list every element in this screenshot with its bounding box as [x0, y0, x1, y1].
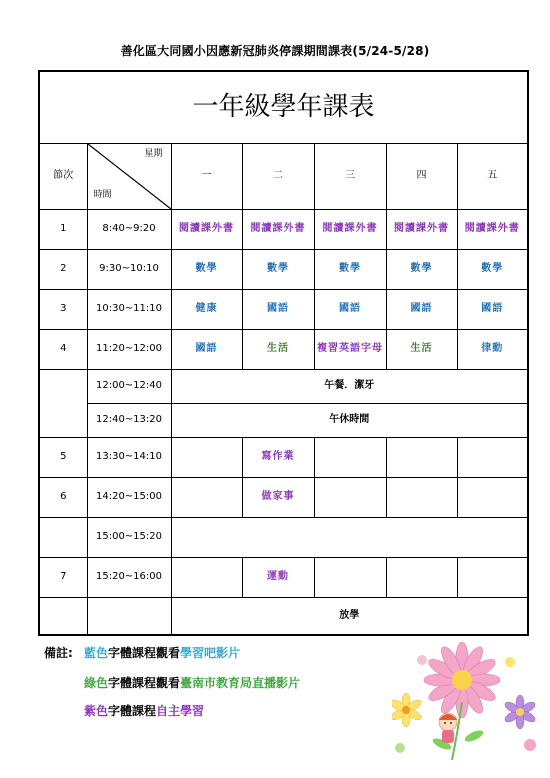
- subject-cell: 健康: [171, 289, 242, 329]
- period-number: 4: [39, 329, 87, 369]
- note-text: 字體課程: [108, 704, 157, 718]
- subject-cell: [314, 437, 386, 477]
- subject-cell: 國語: [314, 289, 386, 329]
- table-row: [39, 329, 528, 369]
- period-number: 3: [39, 289, 87, 329]
- day-header-tue: 二: [242, 143, 314, 209]
- subject-cell: 閱讀課外書: [457, 209, 528, 249]
- day-header-thu: 四: [386, 143, 457, 209]
- period-time: 13:30~14:10: [87, 437, 171, 477]
- diagonal-header: [87, 143, 171, 209]
- table-row: [39, 557, 528, 597]
- subject-cell: [386, 477, 457, 517]
- subject-cell: 複習英語字母: [314, 329, 386, 369]
- subject-cell: 數學: [242, 249, 314, 289]
- subject-cell: 國語: [386, 289, 457, 329]
- subject-cell: 閱讀課外書: [171, 209, 242, 249]
- note-text: 字體課程觀看: [108, 646, 181, 660]
- period-header: 節次: [39, 143, 87, 209]
- subject-cell: [386, 557, 457, 597]
- period-time: 11:20~12:00: [87, 329, 171, 369]
- subject-cell: [314, 557, 386, 597]
- period-number: 7: [39, 557, 87, 597]
- period-time: 14:20~15:00: [87, 477, 171, 517]
- table-row: [39, 249, 528, 289]
- weekday-label: 星期: [144, 148, 163, 159]
- note-line-1: [84, 644, 240, 661]
- dismissal-cell: 放學: [171, 597, 528, 635]
- period-time: 15:20~16:00: [87, 557, 171, 597]
- subject-cell: 閱讀課外書: [314, 209, 386, 249]
- table-row: [39, 437, 528, 477]
- note-color-word: 紫色: [84, 704, 109, 718]
- period-time: 15:00~15:20: [87, 517, 171, 557]
- subject-cell: 數學: [171, 249, 242, 289]
- period-time: 8:40~9:20: [87, 209, 171, 249]
- period-number-empty: [39, 369, 87, 437]
- table-row: [39, 209, 528, 249]
- subject-cell: 國語: [171, 329, 242, 369]
- subject-cell: [171, 477, 242, 517]
- period-time: 12:00~12:40: [87, 369, 171, 403]
- subject-cell: 律動: [457, 329, 528, 369]
- table-row: [39, 369, 528, 403]
- subject-cell: 寫作業: [242, 437, 314, 477]
- subject-cell: [171, 557, 242, 597]
- table-title: 一年級學年課表: [192, 91, 375, 122]
- subject-cell: 國語: [242, 289, 314, 329]
- subject-cell: 閱讀課外書: [242, 209, 314, 249]
- note-source: 自主學習: [156, 704, 205, 718]
- note-text: 字體課程觀看: [108, 676, 181, 690]
- subject-cell: 閱讀課外書: [386, 209, 457, 249]
- note-color-word: 綠色: [84, 676, 109, 690]
- subject-cell: [457, 477, 528, 517]
- table-title-cell: [39, 71, 528, 143]
- period-time: 12:40~13:20: [87, 403, 171, 437]
- period-number: 1: [39, 209, 87, 249]
- period-number: 2: [39, 249, 87, 289]
- subject-cell: [457, 437, 528, 477]
- break-cell: [171, 517, 528, 557]
- subject-cell: 數學: [386, 249, 457, 289]
- note-color-word: 藍色: [84, 646, 109, 660]
- notes-label: 備註:: [44, 646, 73, 660]
- subject-cell: 生活: [242, 329, 314, 369]
- period-time-empty: [87, 597, 171, 635]
- table-row: [39, 403, 528, 437]
- page-title: 善化區大同國小因應新冠肺炎停課期間課表(5/24-5/28): [120, 44, 430, 58]
- day-header-mon: 一: [171, 143, 242, 209]
- nap-cell: 午休時間: [171, 403, 528, 437]
- schedule-table: [38, 70, 529, 636]
- subject-cell: 國語: [457, 289, 528, 329]
- subject-cell: 做家事: [242, 477, 314, 517]
- note-source: 臺南市教育局直播影片: [180, 676, 301, 690]
- subject-cell: 數學: [457, 249, 528, 289]
- table-row: [39, 289, 528, 329]
- note-line-3: [84, 702, 204, 719]
- subject-cell: [314, 477, 386, 517]
- period-number-empty: [39, 517, 87, 557]
- table-row: [39, 517, 528, 557]
- day-header-wed: 三: [314, 143, 386, 209]
- period-number-empty: [39, 597, 87, 635]
- day-header-fri: 五: [457, 143, 528, 209]
- note-source: 學習吧影片: [180, 646, 241, 660]
- period-time: 10:30~11:10: [87, 289, 171, 329]
- subject-cell: [386, 437, 457, 477]
- table-row: [39, 477, 528, 517]
- time-label: 時間: [93, 190, 112, 201]
- subject-cell: 數學: [314, 249, 386, 289]
- period-number: 5: [39, 437, 87, 477]
- flowers-child-illustration-icon: [392, 640, 542, 770]
- period-number: 6: [39, 477, 87, 517]
- subject-cell: [457, 557, 528, 597]
- note-line-2: [84, 674, 300, 691]
- table-row: [39, 597, 528, 635]
- subject-cell: 生活: [386, 329, 457, 369]
- lunch-cell: 午餐．潔牙: [171, 369, 528, 403]
- period-time: 9:30~10:10: [87, 249, 171, 289]
- subject-cell: [171, 437, 242, 477]
- subject-cell: 運動: [242, 557, 314, 597]
